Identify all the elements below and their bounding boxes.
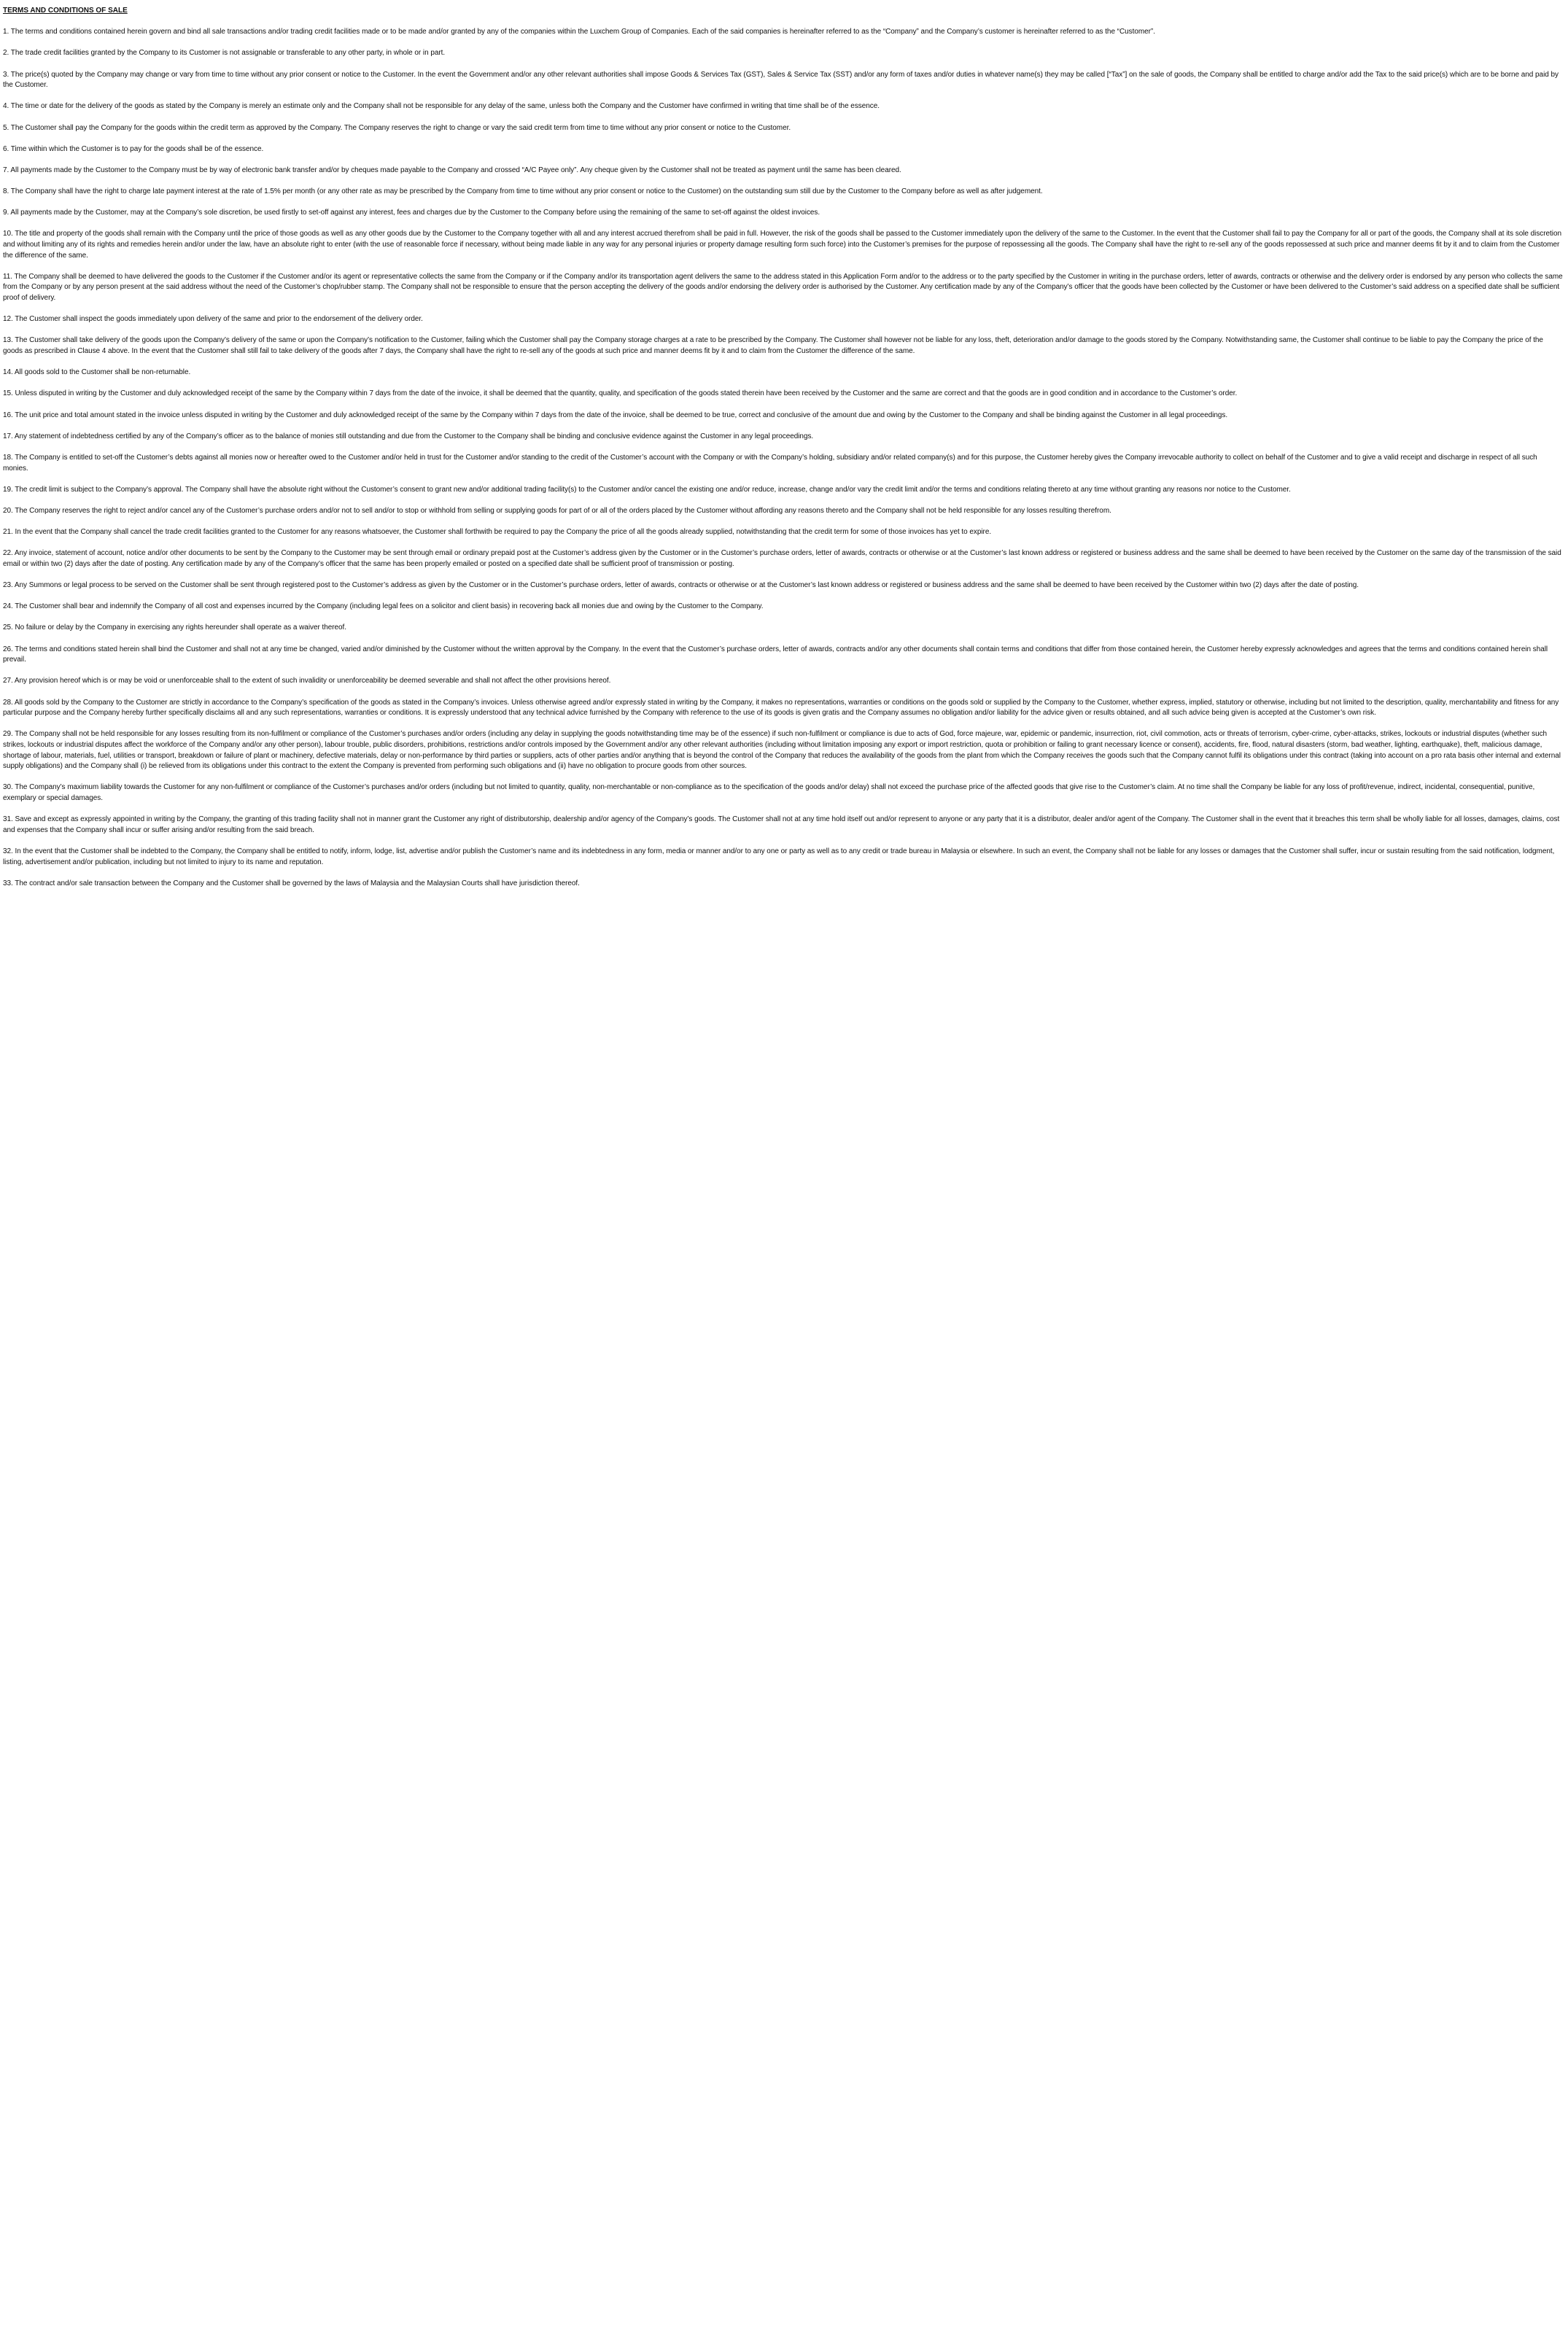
clause-8: 8. The Company shall have the right to charge late payment interest at the rate of 1.5% per month (or any other rate as may be prescribed by the Company from time to time without any prior consent or notice to the Customer) on the outstanding sum still due by the Customer to the Company before as well as after judgement. <box>3 187 1043 196</box>
clause-13: 13. The Customer shall take delivery of the goods upon the Company’s delivery of the same or upon the Company’s notification to the Customer, failing which the Customer shall pay the Company storage charges at a rate to be prescribed by the Company. The Customer shall however not be liable for any loss, theft, deterioration and/or damage to the goods stored by the Company. Notwithstanding same, the Customer shall continue to be liable to pay the Company the price of the goods as prescribed in Clause 4 above. In the event that the Customer shall still fail to take delivery of the goods after 7 days, the Company shall have the right to re-sell any of the goods at such price and manner deems fit by it and to claim from the Customer the difference of the same. <box>3 336 1543 355</box>
clause-6: 6. Time within which the Customer is to pay for the goods shall be of the essence. <box>3 144 264 153</box>
clause-17: 17. Any statement of indebtedness certified by any of the Company’s officer as to the balance of monies still outstanding and due from the Customer to the Company shall be binding and conclusive evidence against the Customer in any legal proceedings. <box>3 432 814 440</box>
clause-33: 33. The contract and/or sale transaction between the Company and the Customer shall be governed by the laws of Malaysia and the Malaysian Courts shall have jurisdiction thereof. <box>3 879 580 887</box>
clause-26: 26. The terms and conditions stated herein shall bind the Customer and shall not at any time be changed, varied and/or diminished by the Customer without the written approval by the Company. In the event that the Customer’s purchase orders, letter of awards, contracts and/or any other documents shall contain terms and conditions that differ from those contained herein, the Customer hereby expressly acknowledges and agrees that the terms and conditions contained herein shall prevail. <box>3 645 1548 664</box>
clause-31: 31. Save and except as expressly appointed in writing by the Company, the granting of this trading facility shall not in manner grant the Customer any right of distributorship, dealership and/or agency of the Company’s goods. The Customer shall not at any time hold itself out and/or represent to anyone or any party that it is a distributor, dealer and/or agent of the Company. The Customer shall in the event that it breaches this term shall be wholly liable for all losses, damages, claims, cost and expenses that the Company shall incur or suffer arising and/or resulting from the said breach. <box>3 815 1560 834</box>
clause-15: 15. Unless disputed in writing by the Customer and duly acknowledged receipt of the same by the Company within 7 days from the date of the invoice, it shall be deemed that the quantity, quality, and specification of the goods stated therein have been received by the Customer and the same are correct and that the goods are in good condition and in accordance to the Customer’s order. <box>3 389 1238 398</box>
clause-11: 11. The Company shall be deemed to have delivered the goods to the Customer if the Customer and/or its agent or representative collects the same from the Company or if the Company and/or its transportation agent delivers the same to the address stated in this Application Form and/or to the address or to the party specified by the Customer in writing in the purchase orders, letter of awards, contracts or otherwise and the delivery order is endorsed by any person who collects the same from the Company or by any person present at the said address without the need of the Customer’s chop/rubber stamp. The Company shall not be responsible to ensure that the person accepting the delivery of the goods and/or endorsing the delivery order is authorised by the Customer. Any certification made by any of the Company’s officer that the goods have been collected by the Customer or have been delivered to the Customer’s said address on a specified date shall be sufficient proof of delivery. <box>3 272 1563 303</box>
clause-1: 1. The terms and conditions contained herein govern and bind all sale transactions and/or trading credit facilities made or to be made and/or granted by any of the companies within the Luxchem Group of Companies. Each of the said companies is hereinafter referred to as the “Company” and the Company’s customer is hereinafter referred to as the “Customer”. <box>3 28 1155 36</box>
clause-22: 22. Any invoice, statement of account, notice and/or other documents to be sent by the Company to the Customer may be sent through email or ordinary prepaid post at the Customer’s address given by the Customer or in the Customer’s purchase orders, letter of awards, contracts or otherwise or at the Customer’s last known address or registered or business address and the same shall be deemed to have been received by the Customer on the same day of the transmission of the said email or within two (2) days after the date of posting. Any certification made by any of the Company’s officer that the same has been properly emailed or posted on a specified date shall be sufficient proof of transmission or posting. <box>3 549 1561 568</box>
clause-30: 30. The Company’s maximum liability towards the Customer for any non-fulfilment or compliance of the Customer’s purchases and/or orders (including but not limited to quantity, quality, non-merchantable or non-compliance as to the specification of the goods and/or delay) shall not exceed the purchase price of the affected goods that give rise to the Customer’s claim. At no time shall the Company be liable for any loss of profit/revenue, indirect, incidental, consequential, punitive, exemplary or special damages. <box>3 783 1535 802</box>
clause-16: 16. The unit price and total amount stated in the invoice unless disputed in writing by the Customer and duly acknowledged receipt of the same by the Company within 7 days from the date of the invoice, shall be deemed to be true, correct and conclusive of the amount due and owing by the Customer to the Company and shall be binding against the Customer in all legal proceedings. <box>3 411 1228 419</box>
clause-27: 27. Any provision hereof which is or may be void or unenforceable shall to the extent of such invalidity or unenforceability be deemed severable and shall not affect the other provisions hereof. <box>3 677 611 685</box>
clause-32: 32. In the event that the Customer shall be indebted to the Company, the Company shall be entitled to notify, inform, lodge, list, advertise and/or publish the Customer’s name and its indebtedness in any form, media or manner and/or to any one or party as well as to any credit or trade bureau in Malaysia or elsewhere. In such an event, the Company shall not be liable for any losses or damages that the Customer shall suffer, incur or sustain resulting from the said notification, lodgment, listing, advertisement and/or publication, including but not limited to injury to its name and reputation. <box>3 847 1555 866</box>
clause-28: 28. All goods sold by the Company to the Customer are strictly in accordance to the Company’s specification of the goods as stated in the Company’s invoices. Unless otherwise agreed and/or expressly stated in writing by the Company, it makes no representations, warranties or conditions on the goods sold or supplied by the Company to the Customer, whether express, implied, statutory or otherwise, including but not limited to the description, quality, merchantability and fitness for any particular purpose and the Company hereby further specifically disclaims all and any such representations, warranties or conditions. It is expressly understood that any technical advice furnished by the Company with reference to the use of its goods is given gratis and the Company assumes no obligation and/or liability for the advice given or results obtained, and all such advice being given is accepted at the Customer’s own risk. <box>3 698 1559 718</box>
clause-list <box>3 27 1564 889</box>
clause-10: 10. The title and property of the goods shall remain with the Company until the price of those goods as well as any other goods due by the Customer to the Company together with all and any interest accrued therefrom shall be paid in full. However, the risk of the goods shall be passed to the Customer immediately upon the delivery of the same to the Customer. In the event that the Customer shall fail to pay the Company for all or part of the goods, the Company shall at its sole discretion and without limiting any of its rights and remedies herein and/or under the law, have an absolute right to enter (with the use of reasonable force if necessary, without being made liable in any way for any personal injuries or property damage resulting form such force) into the Customer’s premises for the purpose of repossessing all the goods. The Company shall have the right to re-sell any of the goods repossessed at such price and manner deems fit by it and to claim from the Customer the difference of the same. <box>3 230 1561 260</box>
clause-3: 3. The price(s) quoted by the Company may change or vary from time to time without any prior consent or notice to the Customer. In the event the Government and/or any other relevant authorities shall impose Goods & Services Tax (GST), Sales & Service Tax (SST) and/or any form of taxes and/or duties in whatever name(s) they may be called [“Tax”] on the sale of goods, the Company shall be entitled to charge and/or add the Tax to the said price(s) which are to be borne and paid by the Customer. <box>3 70 1559 90</box>
clause-2: 2. The trade credit facilities granted by the Company to its Customer is not assignable or transferable to any other party, in whole or in part. <box>3 49 446 58</box>
clause-21: 21. In the event that the Company shall cancel the trade credit facilities granted to the Customer for any reasons whatsoever, the Customer shall forthwith be required to pay the Company the price of all the goods already supplied, notwithstanding that the credit term for some of those invoices has yet to expire. <box>3 528 992 537</box>
clause-19: 19. The credit limit is subject to the Company’s approval. The Company shall have the absolute right without the Customer’s consent to grant new and/or additional trading facility(s) to the Customer and/or cancel the existing one and/or reduce, increase, change and/or vary the credit limit and/or the terms and conditions relating thereto at any time without granting any reasons nor notice to the Customer. <box>3 485 1291 494</box>
clause-5: 5. The Customer shall pay the Company for the goods within the credit term as approved by the Company. The Company reserves the right to change or vary the said credit term from time to time without any prior consent or notice to the Customer. <box>3 123 791 132</box>
document-title: TERMS AND CONDITIONS OF SALE <box>3 7 128 15</box>
clause-29: 29. The Company shall not be held responsible for any losses resulting from its non-fulfilment or compliance of the Customer’s purchases and/or orders (including any delay in supplying the goods notwithstanding time may be of the essence) if such non-fulfilment or compliance is due to acts of God, force majeure, war, epidemic or pandemic, insurrection, riot, civil commotion, acts or threats of terrorism, cyber-crime, cyber-attacks, strikes, lockouts or industrial disputes (whether such strikes, lockouts or industrial disputes affect the workforce of the Company and/or any other person), labour trouble, public disorders, prohibitions, restrictions and/or controls imposed by the Government and/or any other relevant authorities (including without limitation imposing any export or import restriction, quota or prohibition or failing to grant necessary licence or consent), accidents, fire, flood, natural disasters (storm, bad weather, lighting, earthquake), theft, malicious damage, shortage of labour, materials, fuel, utilities or transport, breakdown or failure of plant or machinery, defective materials, delay or non-performance by third parties or suppliers, acts of other parties and/or anything that is beyond the control of the Company that reduces the availability of the goods from the plant from which the Company receives the goods such that the Company cannot fulfil its obligations under this contract (taking into account on a pro rata basis other internal and external supply obligations) and the Company shall (i) be relieved from its obligations under this contract to the extent the Company is prevented from performing such obligations and (ii) have no obligation to procure goods from other sources. <box>3 730 1561 771</box>
clause-24: 24. The Customer shall bear and indemnify the Company of all cost and expenses incurred by the Company (including legal fees on a solicitor and client basis) in recovering back all monies due and owing by the Customer to the Company. <box>3 602 764 611</box>
clause-23: 23. Any Summons or legal process to be served on the Customer shall be sent through registered post to the Customer’s address as given by the Customer or in the Customer’s purchase orders, letter of awards, contracts or otherwise or at the Customer’s last known address or registered or business address and the same shall be deemed to have been received by the Customer within two (2) days after the date of posting. <box>3 581 1359 590</box>
clause-14: 14. All goods sold to the Customer shall be non-returnable. <box>3 368 191 377</box>
clause-12: 12. The Customer shall inspect the goods immediately upon delivery of the same and prior to the endorsement of the delivery order. <box>3 315 423 324</box>
clause-20: 20. The Company reserves the right to reject and/or cancel any of the Customer’s purchase orders and/or not to sell and/or to stop or withhold from selling or supplying goods for part of or all of the orders placed by the Customer without affording any reasons thereto and the Company shall not be held responsible for any losses resulting therefrom. <box>3 506 1111 515</box>
clause-25: 25. No failure or delay by the Company in exercising any rights hereunder shall operate as a waiver thereof. <box>3 623 346 632</box>
clause-18: 18. The Company is entitled to set-off the Customer’s debts against all monies now or hereafter owed to the Customer and/or held in trust for the Customer and/or standing to the credit of the Customer’s account with the Company or with the Company’s holding, subsidiary and/or related company(s) and for this purpose, the Customer hereby gives the Company irrevocable authority to collect on behalf of the Customer and to give a valid receipt and discharge in respect of all such monies. <box>3 453 1537 473</box>
clause-9: 9. All payments made by the Customer, may at the Company’s sole discretion, be used firstly to set-off against any interest, fees and charges due by the Customer to the Company before using the remaining of the same to set-off against the oldest invoices. <box>3 209 820 217</box>
clause-4: 4. The time or date for the delivery of the goods as stated by the Company is merely an estimate only and the Company shall not be responsible for any delay of the same, unless both the Company and the Customer have confirmed in writing that time shall be of the essence. <box>3 102 880 111</box>
clause-7: 7. All payments made by the Customer to the Company must be by way of electronic bank transfer and/or by cheques made payable to the Company and crossed “A/C Payee only”. Any cheque given by the Customer shall not be treated as payment until the same has been cleared. <box>3 166 901 174</box>
